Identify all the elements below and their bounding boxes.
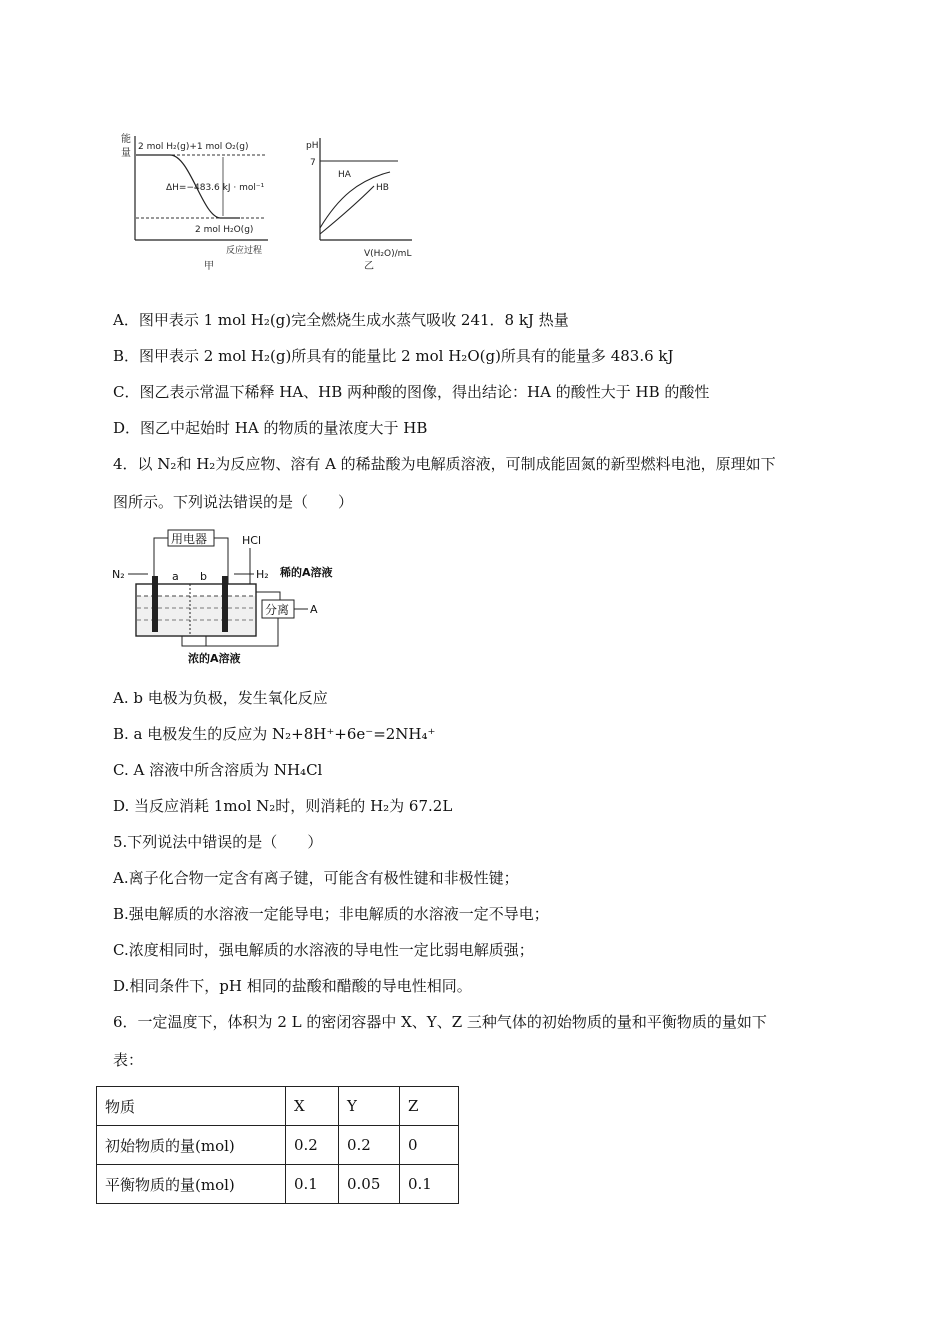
cell-out-label: A xyxy=(310,603,318,616)
jia-dh-label: ΔH=−483.6 kJ · mol⁻¹ xyxy=(166,183,265,193)
yi-caption: 乙 xyxy=(364,261,374,272)
yi-hb-label: HB xyxy=(376,183,389,193)
q3-option-c: C．图乙表示常温下稀释 HA、HB 两种酸的图像，得出结论：HA 的酸性大于 HB 的酸性 xyxy=(113,383,710,401)
jia-bottom-label: 2 mol H₂O(g) xyxy=(195,225,254,235)
jia-xlabel: 反应过程 xyxy=(226,246,263,256)
q6-stem-line2: 表： xyxy=(113,1051,144,1069)
q5-option-a: A.离子化合物一定含有离子键，可能含有极性键和非极性键； xyxy=(113,869,519,887)
q4-option-d: D. 当反应消耗 1mol N₂时，则消耗的 H₂为 67.2L xyxy=(113,797,453,815)
table-header-cell: X xyxy=(286,1087,339,1126)
table-header-cell: Y xyxy=(339,1087,400,1126)
q5-option-d: D.相同条件下，pH 相同的盐酸和醋酸的导电性相同。 xyxy=(113,977,472,995)
table-cell: 0.1 xyxy=(400,1165,459,1204)
q4-option-c: C. A 溶液中所含溶质为 NH₄Cl xyxy=(113,761,323,779)
cell-dilute-label: 稀的A溶液 xyxy=(280,566,333,579)
cell-n2-label: N₂ xyxy=(112,568,125,581)
figure-fuel-cell xyxy=(110,524,360,669)
cell-dilute-pipe xyxy=(256,592,280,600)
q4-stem-line1: 4．以 N₂和 H₂为反应物、溶有 A 的稀盐酸为电解质溶液，可制成能固氮的新型燃料电池，原理如下 xyxy=(113,455,776,473)
q4-option-b: B. a 电极发生的反应为 N₂+8H⁺+6e⁻=2NH₄⁺ xyxy=(113,725,436,743)
table-cell: 初始物质的量(mol) xyxy=(97,1126,286,1165)
jia-ylabel-2: 量 xyxy=(121,148,131,159)
table-header-cell: 物质 xyxy=(97,1087,286,1126)
q5-option-b: B.强电解质的水溶液一定能导电；非电解质的水溶液一定不导电； xyxy=(113,905,549,923)
cell-hcl-label: HCl xyxy=(242,534,262,547)
yi-xlabel: V(H₂O)/mL xyxy=(364,249,412,259)
table-cell: 0.05 xyxy=(339,1165,400,1204)
q4-option-a: A. b 电极为负极，发生氧化反应 xyxy=(113,689,328,707)
table-cell: 0.1 xyxy=(286,1165,339,1204)
table-row xyxy=(97,1126,459,1165)
cell-b-label: b xyxy=(200,570,207,583)
table-cell: 0.2 xyxy=(339,1126,400,1165)
jia-caption: 甲 xyxy=(204,261,214,272)
jia-top-label: 2 mol H₂(g)+1 mol O₂(g) xyxy=(138,142,249,152)
yi-ha-curve xyxy=(320,172,390,228)
table-header-row xyxy=(97,1087,459,1126)
cell-conc-label: 浓的A溶液 xyxy=(188,652,241,665)
cell-separator-label: 分离 xyxy=(265,603,290,617)
cell-electrode-a xyxy=(152,576,158,632)
q5-stem: 5.下列说法中错误的是（ ） xyxy=(113,833,323,851)
table-row xyxy=(97,1165,459,1204)
figure-yi-ph-diagram xyxy=(298,128,416,274)
jia-ylabel-1: 能 xyxy=(121,134,131,145)
cell-a-label: a xyxy=(172,570,179,583)
q6-data-table xyxy=(96,1086,459,1204)
q3-option-d: D．图乙中起始时 HA 的物质的量浓度大于 HB xyxy=(113,419,428,437)
cell-electrode-b xyxy=(222,576,228,632)
yi-hb-curve xyxy=(320,186,374,234)
table-cell: 平衡物质的量(mol) xyxy=(97,1165,286,1204)
yi-ha-label: HA xyxy=(338,170,351,180)
cell-device-label: 用电器 xyxy=(171,532,208,546)
q3-option-b: B．图甲表示 2 mol H₂(g)所具有的能量比 2 mol H₂O(g)所具有的能量多 483.6 kJ xyxy=(113,347,674,365)
yi-ylabel: pH xyxy=(306,141,319,151)
figure-jia-energy-diagram xyxy=(110,128,270,274)
yi-tick-7: 7 xyxy=(310,158,316,168)
table-cell: 0.2 xyxy=(286,1126,339,1165)
q3-option-a: A．图甲表示 1 mol H₂(g)完全燃烧生成水蒸气吸收 241．8 kJ 热量 xyxy=(113,311,569,329)
q6-stem-line1: 6．一定温度下，体积为 2 L 的密闭容器中 X、Y、Z 三种气体的初始物质的量和平衡物质的量如下 xyxy=(113,1013,767,1031)
q5-option-c: C.浓度相同时，强电解质的水溶液的导电性一定比弱电解质强； xyxy=(113,941,534,959)
cell-return-pipe-2 xyxy=(182,636,206,646)
table-cell: 0 xyxy=(400,1126,459,1165)
cell-h2-label: H₂ xyxy=(256,568,269,581)
q4-stem-line2: 图所示。下列说法错误的是（ ） xyxy=(113,493,354,511)
table-header-cell: Z xyxy=(400,1087,459,1126)
